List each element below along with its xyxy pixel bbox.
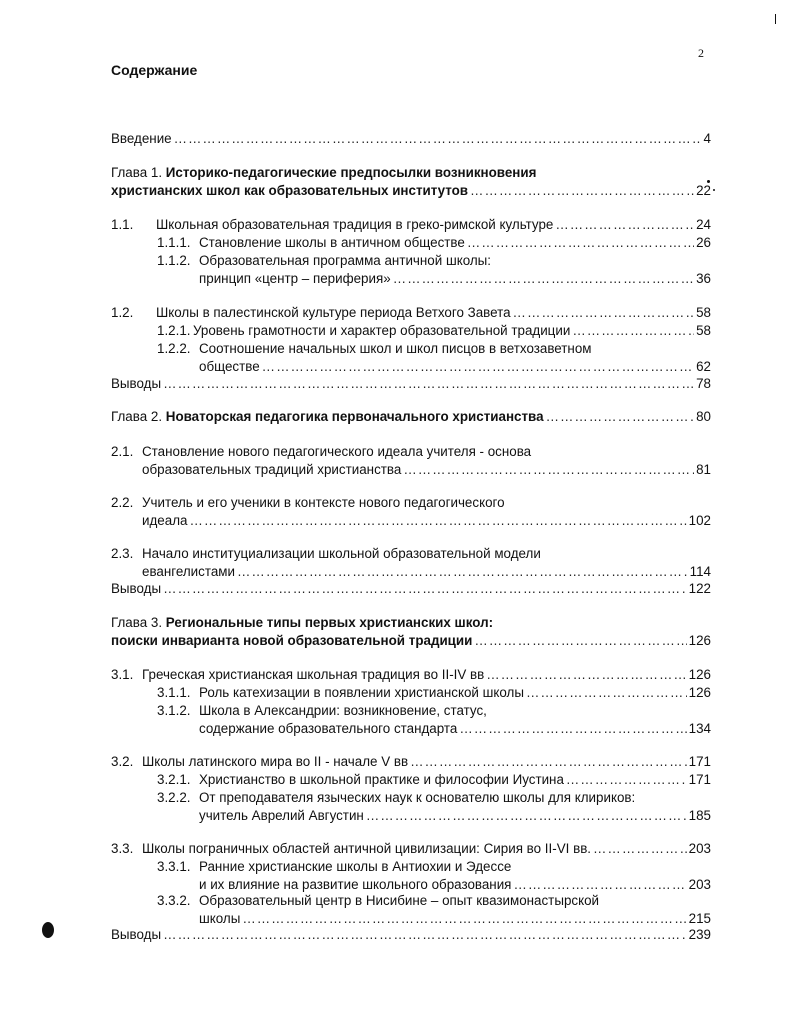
leader-dots [572,322,694,340]
toc-label: содержание образовательного стандарта [199,721,458,736]
toc-section-1-2 [111,304,711,322]
toc-chapter-3-line2 [111,632,711,650]
toc-section-3-3 [111,840,711,858]
toc-subsection-3-2-2 [157,789,711,807]
toc-number: 1.1.2. [157,253,191,268]
toc-page: 126 [688,685,711,700]
leader-dots [410,753,687,771]
leader-dots [546,408,695,426]
chapter-title: Новаторская педагогика первоначального христианства [165,409,544,424]
toc-label: Начало институциализации школьной образовательной модели [142,546,541,561]
toc-section-1-1 [111,216,711,234]
toc-conclusions-2 [111,580,711,598]
toc-number: 3.3. [111,841,134,856]
toc-number: 1.2. [111,305,134,320]
toc-label: От преподавателя языческих наук к основателю школы для клириков: [199,790,636,805]
toc-label: Школьная образовательная традиция в греко-римской культуре [156,217,554,232]
page-title: Содержание [111,62,198,78]
toc-page: 81 [696,462,711,477]
toc-number: 1.1. [111,217,134,232]
toc-chapter-3-line1 [111,614,711,632]
toc-label: Школы латинского мира во II - начале V вв [142,754,409,769]
scan-speck [713,189,715,191]
toc-page: 203 [688,841,711,856]
toc-number: 2.1. [111,444,134,459]
toc-page: 80 [696,409,711,424]
toc-number: 3.2.2. [157,790,191,805]
chapter-prefix: Глава 2. [111,409,166,424]
toc-label: Соотношение начальных школ и школ писцов в ветхозаветном [199,341,592,356]
toc-page: 122 [688,581,711,596]
toc-page: 36 [696,271,711,286]
toc-page: 4 [703,131,711,146]
toc-entry-intro [111,130,711,148]
leader-dots [163,375,694,393]
toc-page: 114 [689,564,711,579]
toc-number: 3.2.1. [157,772,191,787]
chapter-title: христианских школ как образовательных институтов [111,183,469,198]
toc-page: 78 [696,376,711,391]
toc-label: Становление школы в античном обществе [199,235,465,250]
toc-subsection-1-1-2-cont [199,270,711,288]
leader-dots [163,580,687,598]
toc-subsection-1-2-2-cont [199,358,711,376]
toc-label: Учитель и его ученики в контексте нового педагогического [142,495,505,510]
scan-speck [42,922,54,938]
toc-chapter-1-line1 [111,164,711,182]
toc-subsection-3-3-1 [157,858,711,876]
toc-label: Становление нового педагогического идеала учителя - основа [142,444,532,459]
toc-number: 3.1.2. [157,703,191,718]
toc-page: 203 [688,877,711,892]
toc-label: Уровень грамотности и характер образовательной традиции [193,323,571,338]
toc-subsection-1-1-2 [157,252,711,270]
page-number: 2 [698,46,704,60]
toc-section-2-2 [111,494,711,512]
toc-label [111,164,536,182]
leader-dots [593,840,687,858]
toc-page: 26 [696,235,711,250]
toc-label: Христианство в школьной практике и философии Иустина [199,772,564,787]
toc-label: Образовательная программа античной школы: [199,253,492,268]
toc-label: учитель Аврелий Августин [199,808,364,823]
toc-subsection-3-2-1 [157,771,711,789]
toc-subsection-3-3-2 [157,892,711,910]
toc-page: 126 [688,633,711,648]
toc-label: и их влияние на развитие школьного образования [199,877,512,892]
toc-section-2-2-cont [142,512,711,530]
toc-subsection-3-1-2-cont [199,720,711,738]
toc-page: 102 [688,513,711,528]
toc-label: образовательных традиций христианства [142,462,402,477]
toc-label: идеала [142,513,188,528]
toc-conclusions-3 [111,926,711,944]
toc-label: Греческая христианская школьная традиция во II-IV вв [142,667,485,682]
toc-chapter-2 [111,408,711,426]
toc-number: 1.2.2. [157,341,191,356]
scan-speck [707,180,710,183]
toc-label: Введение [111,131,172,146]
leader-dots [174,130,702,148]
leader-dots [470,182,694,200]
toc-label: Школы пограничных областей античной цивилизации: Сирия во II-VI вв. [142,841,592,856]
leader-dots [393,270,694,288]
toc-label: школы [199,911,241,926]
toc-label: Школы в палестинской культуре периода Ветхого Завета [156,305,511,320]
toc-number: 2.2. [111,495,134,510]
toc-section-2-3 [111,545,711,563]
toc-chapter-1-line2 [111,182,711,200]
toc-section-3-1 [111,666,711,684]
toc-label: Школа в Александрии: возникновение, статус, [199,703,487,718]
toc-number: 1.1.1. [157,235,191,250]
toc-page: 24 [696,217,711,232]
toc-section-2-1-cont [142,461,711,479]
toc-section-2-1 [111,443,711,461]
toc-subsection-3-2-2-cont [199,807,711,825]
toc-section-3-2 [111,753,711,771]
toc-page: 215 [688,911,711,926]
toc-subsection-1-1-1 [157,234,711,252]
toc-page: 171 [688,754,711,769]
chapter-prefix: Глава 1. [111,165,166,180]
chapter-title: поиски инварианта новой образовательной традиции [111,633,473,648]
toc-conclusions-1 [111,375,711,393]
leader-dots [555,216,694,234]
toc-page: 134 [688,721,711,736]
leader-dots [566,771,687,789]
toc-subsection-1-2-2 [157,340,711,358]
toc-label: Выводы [111,927,162,942]
leader-dots [474,632,686,650]
toc-label: Образовательный центр в Нисибине – опыт квазимонастырской [199,893,600,908]
leader-dots [403,461,694,479]
leader-dots [189,512,686,530]
toc-label: Ранние христианские школы в Антиохии и Эдессе [199,859,512,874]
leader-dots [459,720,686,738]
toc-page: 62 [696,359,711,374]
toc-label [111,632,472,650]
toc-number: 3.3.2. [157,893,191,908]
toc-number: 3.2. [111,754,134,769]
leader-dots [467,234,694,252]
leader-dots [526,684,687,702]
leader-dots [486,666,686,684]
chapter-title: Региональные типы первых христианских школ: [165,615,494,630]
toc-label [111,614,493,632]
toc-page: 171 [688,772,711,787]
toc-label [111,182,468,200]
toc-label [111,408,544,426]
toc-label: евангелистами [142,564,235,579]
toc-section-2-3-cont [142,563,711,581]
scan-speck [775,14,776,24]
toc-page: 22 [696,183,711,198]
leader-dots [262,358,694,376]
toc-number: 3.1. [111,667,134,682]
toc-label: Выводы [111,376,162,391]
toc-subsection-1-2-1 [157,322,711,340]
leader-dots [163,926,687,944]
toc-number: 3.1.1. [157,685,191,700]
toc-label: Выводы [111,581,162,596]
chapter-title: Историко-педагогические предпосылки возникновения [165,165,537,180]
leader-dots [366,807,687,825]
toc-label: принцип «центр – периферия» [199,271,391,286]
toc-label: обществе [199,359,260,374]
toc-subsection-3-1-2 [157,702,711,720]
toc-number: 3.3.1. [157,859,191,874]
toc-page: 239 [688,927,711,942]
toc-subsection-3-1-1 [157,684,711,702]
leader-dots [237,563,688,581]
chapter-prefix: Глава 3. [111,615,166,630]
leader-dots [513,304,695,322]
toc-page: 58 [696,323,711,338]
toc-page: 58 [696,305,711,320]
toc-label: Роль катехизации в появлении христианской школы [199,685,524,700]
toc-page: 126 [688,667,711,682]
toc-number: 1.2.1. [157,323,191,338]
toc-page: 185 [688,808,711,823]
toc-number: 2.3. [111,546,134,561]
